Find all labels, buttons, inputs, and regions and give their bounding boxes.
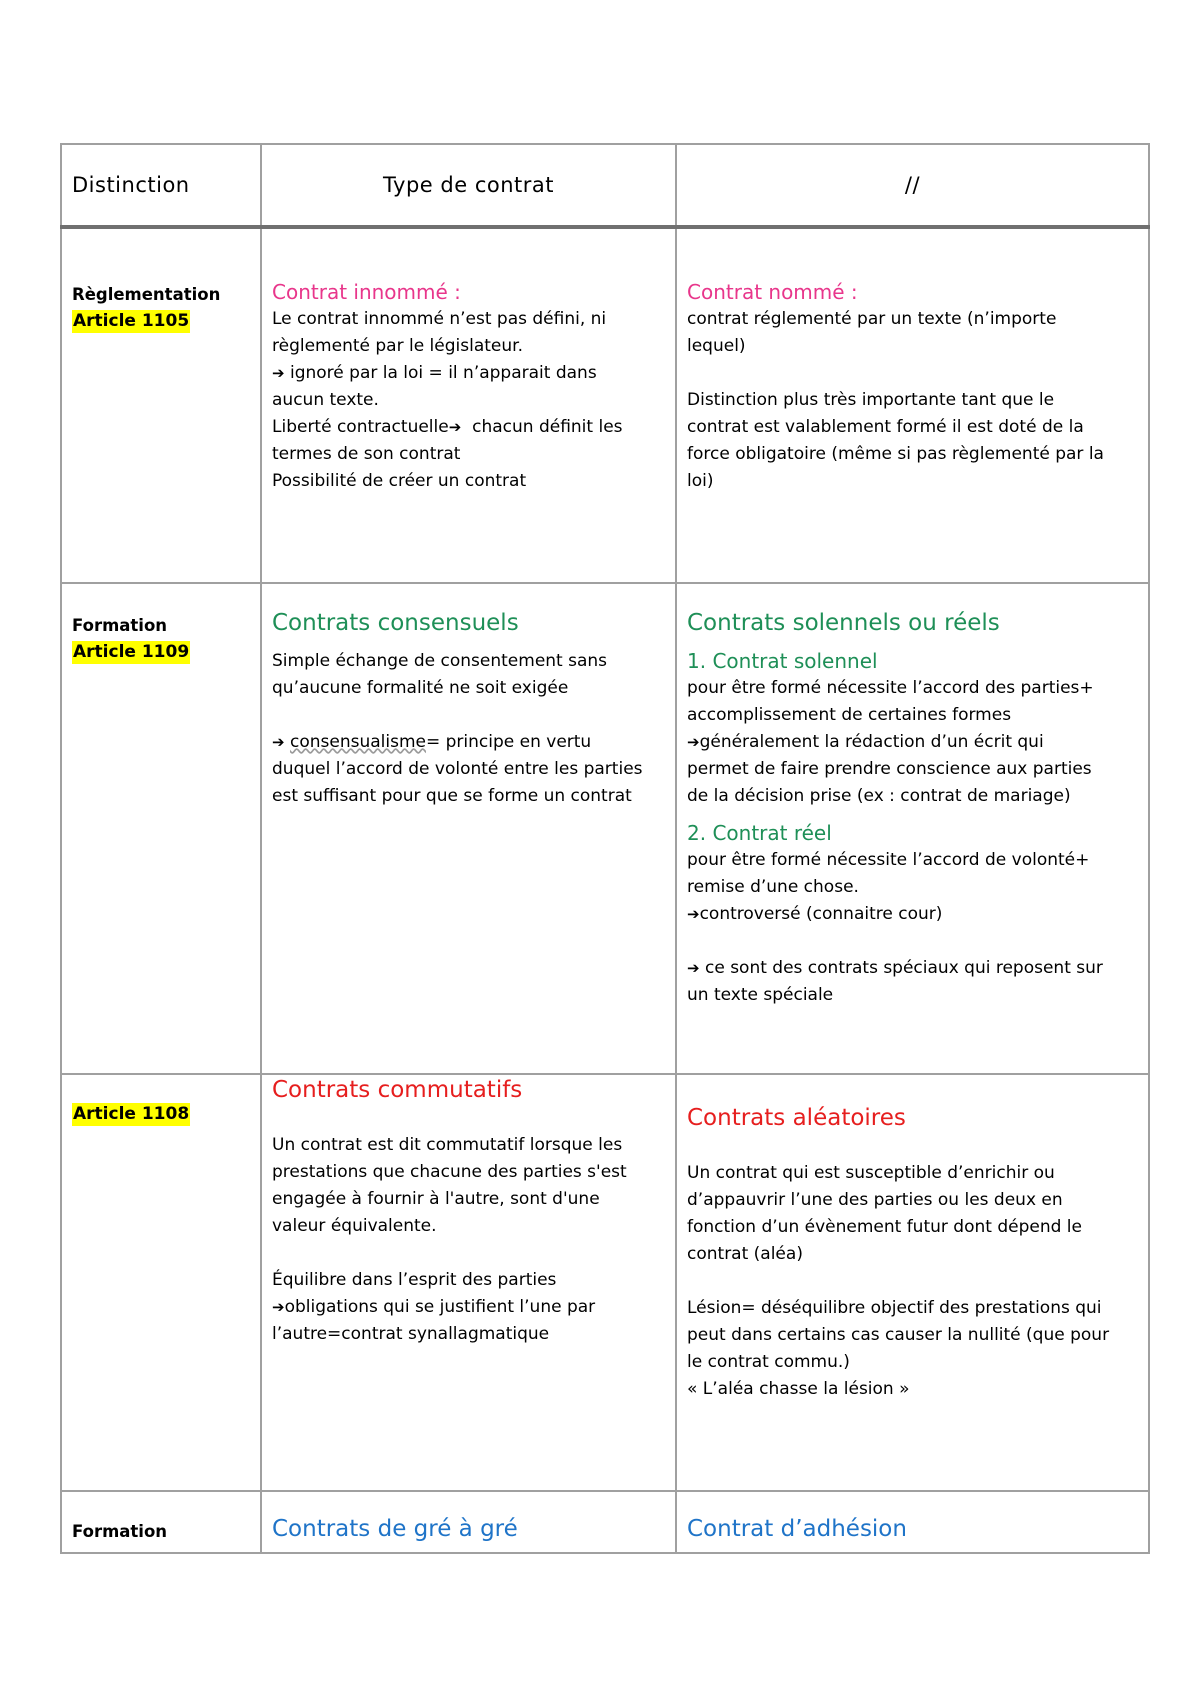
text-line: aucun texte. (272, 390, 379, 410)
text-line: = principe en vertu (425, 732, 592, 752)
header-cell-type (261, 144, 676, 227)
text-line: Simple échange de consentement sans (272, 651, 608, 671)
text-line: d’appauvrir l’une des parties ou les deux en (687, 1190, 1063, 1210)
row-label-cell (61, 583, 261, 1074)
section-title-solennels: Contrats solennels ou réels (687, 610, 1000, 636)
text-line: obligations qui se justifient l’une par (284, 1297, 596, 1317)
row-label: Formation (72, 616, 168, 635)
section-title-commutatifs: Contrats commutatifs (272, 1077, 523, 1103)
cell-contrats-aleatoires (676, 1074, 1149, 1491)
table-header-row (61, 144, 1149, 227)
text-line: termes de son contrat (272, 444, 461, 464)
text-line: règlementé par le législateur. (272, 336, 523, 356)
section-title-nomme: Contrat nommé : (687, 280, 858, 304)
text-line: valeur équivalente. (272, 1216, 437, 1236)
row-label-cell (61, 227, 261, 583)
section-title-innomme: Contrat innommé : (272, 280, 461, 304)
text-line: remise d’une chose. (687, 877, 859, 897)
right-arrow-icon: ➔ (272, 733, 285, 751)
text-line: Liberté contractuelle (272, 417, 449, 437)
row-label: Règlementation (72, 285, 221, 304)
text-line: Un contrat est dit commutatif lorsque les (272, 1135, 623, 1155)
text-line: loi) (687, 471, 714, 491)
text-line: contrat est valablement formé il est doté de la (687, 417, 1084, 437)
cell-contrats-commutatifs (261, 1074, 676, 1491)
table-row-formation (61, 583, 1149, 1074)
subsection-contrat-reel: 2. Contrat réel (687, 821, 832, 845)
text-line: Distinction plus très importante tant que le (687, 390, 1055, 410)
term-consensualisme: consensualisme (289, 732, 426, 752)
row-label-cell (61, 1074, 261, 1491)
text-line: Le contrat innommé n’est pas défini, ni (272, 309, 607, 329)
text-line: qu’aucune formalité ne soit exigée (272, 678, 569, 698)
header-type-de-contrat: Type de contrat (382, 173, 554, 197)
text-line: Un contrat qui est susceptible d’enrichir ou (687, 1163, 1055, 1183)
section-title-consensuels: Contrats consensuels (272, 610, 519, 636)
text-line: accomplissement de certaines formes (687, 705, 1012, 725)
text-line: duquel l’accord de volonté entre les parties (272, 759, 643, 779)
right-arrow-icon: ➔ (687, 733, 700, 751)
cell-contrats-solennels (676, 583, 1149, 1074)
text-line: ignoré par la loi = il n’apparait dans (289, 363, 597, 383)
text-line: contrat réglementé par un texte (n’importe (687, 309, 1057, 329)
text-line: un texte spéciale (687, 985, 834, 1005)
text-line: le contrat commu.) (687, 1352, 850, 1372)
row-label: Formation (72, 1522, 168, 1541)
text-line: prestations que chacune des parties s'est (272, 1162, 627, 1182)
section-title-aleatoires: Contrats aléatoires (687, 1105, 906, 1131)
table-row-formation-2 (61, 1491, 1149, 1553)
header-cell-distinction (61, 144, 261, 227)
text-line: Possibilité de créer un contrat (272, 471, 527, 491)
section-title-gre-a-gre: Contrats de gré à gré (272, 1516, 518, 1542)
cell-contrat-nomme (676, 227, 1149, 583)
text-line: controversé (connaitre cour) (699, 904, 943, 924)
article-highlight: Article 1109 (73, 642, 190, 662)
header-cell-opposite (676, 144, 1149, 227)
right-arrow-icon: ➔ (448, 418, 462, 436)
right-arrow-icon: ➔ (272, 1298, 285, 1316)
text-line: peut dans certains cas causer la nullité (que pour (687, 1325, 1110, 1345)
text-line: Équilibre dans l’esprit des parties (272, 1270, 557, 1290)
right-arrow-icon: ➔ (687, 905, 700, 923)
text-line: chacun définit les (472, 417, 623, 437)
contract-types-table (60, 143, 1150, 1554)
text-line: ce sont des contrats spéciaux qui reposent sur (704, 958, 1103, 978)
text-line: lequel) (687, 336, 746, 356)
text-line: de la décision prise (ex : contrat de mariage) (687, 786, 1071, 806)
right-arrow-icon: ➔ (272, 364, 285, 382)
section-title-adhesion: Contrat d’adhésion (687, 1516, 907, 1542)
text-line: généralement la rédaction d’un écrit qui (699, 732, 1044, 752)
text-line: pour être formé nécessite l’accord de volonté+ (687, 850, 1090, 870)
article-highlight: Article 1105 (73, 311, 190, 331)
text-line: Lésion= déséquilibre objectif des prestations qui (687, 1298, 1102, 1318)
article-highlight: Article 1108 (73, 1104, 190, 1124)
text-line: engagée à fournir à l'autre, sont d'une (272, 1189, 600, 1209)
text-line: l’autre=contrat synallagmatique (272, 1324, 550, 1344)
cell-contrats-consensuels (261, 583, 676, 1074)
row-label-cell (61, 1491, 261, 1553)
text-line: pour être formé nécessite l’accord des parties+ (687, 678, 1094, 698)
table-row-article-1108 (61, 1074, 1149, 1491)
header-slashes: // (904, 173, 921, 197)
subsection-contrat-solennel: 1. Contrat solennel (687, 649, 878, 673)
text-line: permet de faire prendre conscience aux parties (687, 759, 1092, 779)
text-line: est suffisant pour que se forme un contrat (272, 786, 632, 806)
header-distinction: Distinction (72, 173, 190, 197)
text-line: « L’aléa chasse la lésion » (687, 1379, 910, 1399)
text-line: fonction d’un évènement futur dont dépend le (687, 1217, 1082, 1237)
text-line: contrat (aléa) (687, 1244, 803, 1264)
cell-contrat-innomme (261, 227, 676, 583)
right-arrow-icon: ➔ (687, 959, 700, 977)
cell-contrat-adhesion (676, 1491, 1149, 1553)
table-row-reglementation (61, 227, 1149, 583)
text-line: force obligatoire (même si pas règlementé par la (687, 444, 1104, 464)
cell-contrats-gre-a-gre (261, 1491, 676, 1553)
